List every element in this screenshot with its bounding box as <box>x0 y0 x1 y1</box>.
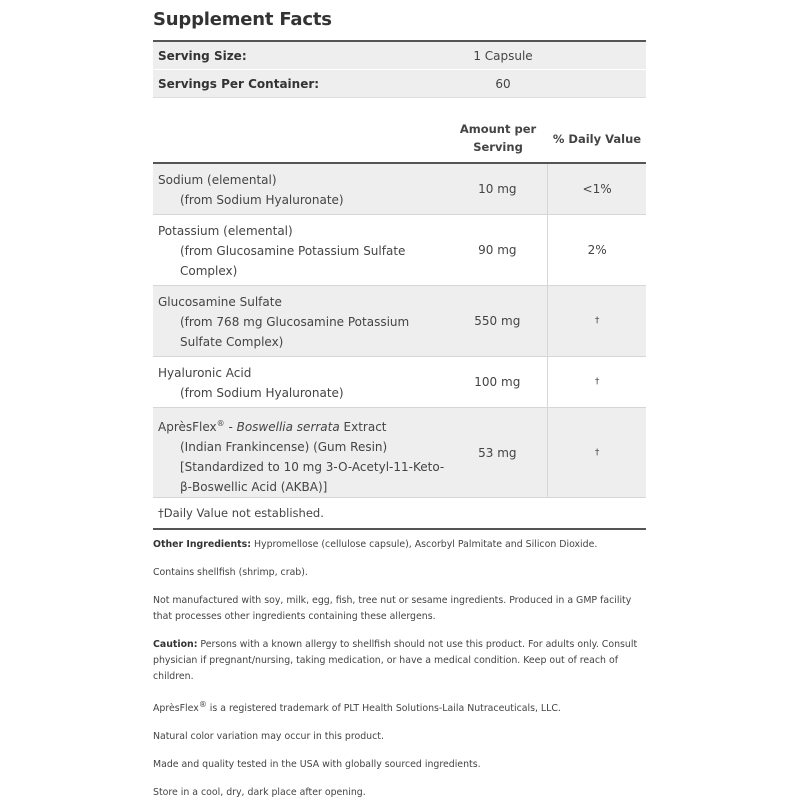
nutrient-source: (from Glucosamine Potassium Sulfate Complex) <box>180 244 406 278</box>
serving-size-value: 1 Capsule <box>473 48 533 63</box>
header-spacer <box>153 98 448 162</box>
nutrient-source: (from Sodium Hyaluronate) <box>180 386 344 400</box>
nutrient-row-potassium <box>153 215 646 286</box>
nutrient-amount: 90 mg <box>478 243 517 257</box>
nutrient-amount: 100 mg <box>474 375 521 389</box>
nutrient-title <box>158 420 387 434</box>
nutrient-name <box>153 408 447 497</box>
serving-size-label: Serving Size: <box>158 48 247 63</box>
registered-mark: ® <box>216 419 225 428</box>
nutrient-daily-value: 2% <box>547 215 646 285</box>
other-ingredients <box>153 537 653 553</box>
made-in-usa-note: Made and quality tested in the USA with globally sourced ingredients. <box>153 759 481 771</box>
trademark-text: is a registered trademark of PLT Health Solutions-Laila Nutraceuticals, LLC. <box>206 703 561 715</box>
trademark-note <box>153 697 653 717</box>
other-ingredients-label: Other Ingredients: <box>153 539 251 550</box>
nutrient-amount: 53 mg <box>478 445 517 460</box>
extract-label: Extract <box>339 420 387 434</box>
daily-value-footnote: †Daily Value not established. <box>158 506 324 520</box>
nutrient-source: (from Sodium Hyaluronate) <box>180 193 344 207</box>
nutrient-name <box>153 164 447 214</box>
caution-label: Caution: <box>153 639 198 650</box>
botanical-name: Boswellia serrata <box>236 420 340 434</box>
manufacturing-note: Not manufactured with soy, milk, egg, fish, tree nut or sesame ingredients. Produced in a GMP facility that processes other ingredients containing these allergens. <box>153 595 632 622</box>
nutrient-title: Glucosamine Sulfate <box>158 295 282 309</box>
nutrient-amount: 550 mg <box>474 314 521 328</box>
daily-value-header: % Daily Value <box>552 132 642 146</box>
name-separator: - <box>224 420 237 434</box>
nutrient-daily-value: † <box>547 286 646 356</box>
supplement-facts-table <box>153 40 646 530</box>
trademark-registered-mark: ® <box>198 700 207 709</box>
color-variation-note: Natural color variation may occur in this product. <box>153 731 384 743</box>
shellfish-note: Contains shellfish (shrimp, crab). <box>153 567 308 578</box>
brand-name: AprèsFlex <box>158 420 217 434</box>
amount-per-serving-header: Amount per Serving <box>459 122 537 154</box>
page-title: Supplement Facts <box>153 9 332 30</box>
caution-note <box>153 637 653 685</box>
caution-text: Persons with a known allergy to shellfish should not use this product. For adults only. Consult physician if pregnant/nursing, taking medication, or have a medical condition. Keep out of reach of children. <box>153 639 638 682</box>
serving-size-row <box>153 42 646 69</box>
nutrient-row-apresflex <box>153 408 646 498</box>
table-header <box>153 97 646 164</box>
product-notes <box>153 537 653 801</box>
nutrient-amount: 10 mg <box>478 182 517 196</box>
servings-per-container-row <box>153 69 646 97</box>
nutrient-title: Hyaluronic Acid <box>158 366 252 380</box>
nutrient-source: (Indian Frankincense) (Gum Resin) [Standardized to 10 mg 3-O-Acetyl-11-Keto-β-Boswellic Acid (AKBA)] <box>180 440 445 494</box>
nutrient-row-hyaluronic-acid <box>153 357 646 408</box>
servings-per-container-label: Servings Per Container: <box>158 76 320 91</box>
nutrient-daily-value: † <box>547 357 646 407</box>
nutrient-daily-value: <1% <box>547 164 646 214</box>
nutrient-title: Potassium (elemental) <box>158 224 293 238</box>
servings-per-container-value: 60 <box>495 76 511 91</box>
nutrient-name <box>153 286 447 356</box>
nutrient-title: Sodium (elemental) <box>158 173 277 187</box>
nutrient-name <box>153 215 447 285</box>
other-ingredients-text: Hypromellose (cellulose capsule), Ascorbyl Palmitate and Silicon Dioxide. <box>251 539 598 550</box>
nutrient-name <box>153 357 447 407</box>
nutrient-daily-value: † <box>547 408 646 497</box>
trademark-name: AprèsFlex <box>153 703 199 715</box>
storage-note: Store in a cool, dry, dark place after opening. <box>153 787 366 799</box>
nutrient-row-glucosamine <box>153 286 646 357</box>
nutrient-source: (from 768 mg Glucosamine Potassium Sulfate Complex) <box>180 315 410 349</box>
nutrient-row-sodium <box>153 164 646 215</box>
